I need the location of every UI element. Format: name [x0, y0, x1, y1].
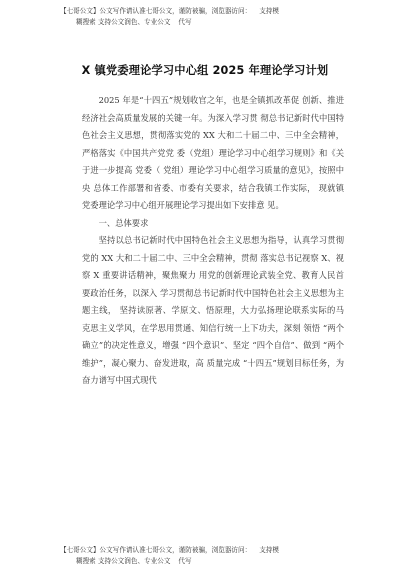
footer-banner-text-a: 【七哥公文】公文写作请认准七哥公文，谨防被骗，浏览器访问： — [60, 546, 252, 554]
header-banner — [60, 6, 370, 28]
document-title: X 镇党委理论学习中心组 2025 年理论学习计划 — [81, 64, 329, 77]
section-paragraph: 坚持以总书记新时代中国特色社会主义思想为指导，认真学习贯彻党的 XX 大和二十届二中、三中全会精神，贯彻 落实总书记视察 X、视察 X 重要讲话精神，聚焦聚力 用党的创新理论武装全党、教育人民首要政治任务，以深入 学习贯彻总书记新时代中国特色社会主义思想为主题主线， 坚持读原著、学原文、悟原理，大力弘扬理论联系实际的马 克思主义学风，在学思用贯通、知信行统一上下功夫，深刻 领悟 “两个确立”的决定性意义，增强 “四个意识”、坚定 “四个自信”、做到 “两个维护”，凝心聚力、奋发进取，高 质量完成 “十四五”规划目标任务，为奋力谱写中国式现代 — [82, 235, 344, 385]
header-banner-text-d: 代写 — [178, 18, 192, 26]
header-banner-text-b: 支持模 — [259, 7, 279, 15]
footer-banner — [60, 545, 370, 567]
footer-banner-text-d: 代写 — [178, 557, 192, 565]
footer-banner-text-c: 糊搜索 支持公文润色、专业公文 — [76, 557, 171, 565]
header-banner-text-a: 【七哥公文】公文写作请认准七哥公文，谨防被骗，浏览器访问： — [60, 7, 252, 15]
intro-paragraph: 2025 年是“十四五”规划收官之年，也是全镇抓改革促 创新、推进经济社会高质量发展的关键一年。为深入学习贯 彻总书记新时代中国特色社会主义思想，贯彻落实党的 XX 大和二十届二中、三中全会精神，严格落实《中国共产党党 委（党组）理论学习中心组学习规则》和《关于进一步提高 党委（ 党组）理论学习中心组学习质量的意见》，按照中央 总体工作部署和省委、市委有关要求，结合我镇工作实际， 现就镇党委理论学习中心组开展理论学习提出如下安排意 见。 — [82, 95, 344, 210]
document-body — [82, 92, 344, 390]
header-banner-text-c: 糊搜索 支持公文润色、专业公文 — [76, 18, 171, 26]
footer-banner-line-2 — [60, 556, 370, 567]
header-banner-line-2 — [60, 17, 370, 28]
footer-banner-line-1 — [60, 545, 370, 556]
section-heading: 一、总体要求 — [98, 217, 149, 228]
footer-banner-text-b: 支持模 — [259, 546, 279, 554]
header-banner-line-1 — [60, 6, 370, 17]
